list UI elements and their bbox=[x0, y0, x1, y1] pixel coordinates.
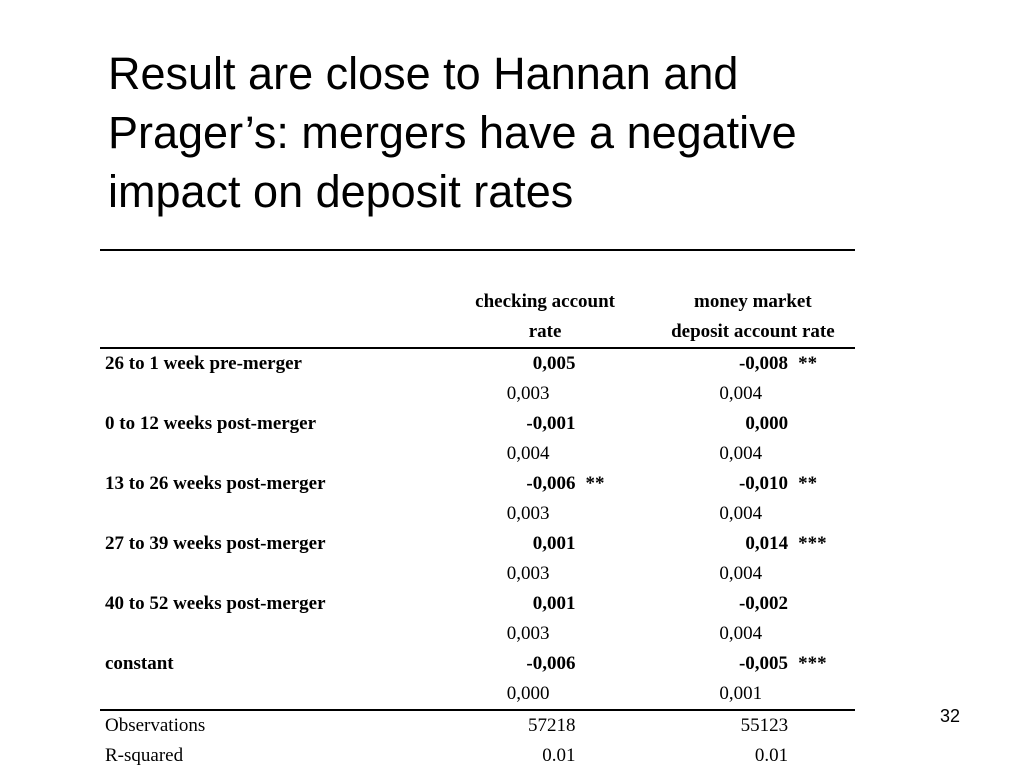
checking-significance bbox=[575, 348, 650, 379]
checking-coefficient: -0,006 bbox=[526, 653, 576, 674]
header-money-market-line2: deposit account rate bbox=[651, 317, 855, 348]
checking-significance bbox=[575, 589, 650, 619]
money-market-r-squared: 0.01 bbox=[651, 741, 788, 768]
checking-significance bbox=[575, 529, 650, 559]
money-market-coefficient: -0,010 bbox=[738, 473, 789, 494]
money-market-coefficient: -0,002 bbox=[738, 593, 789, 614]
header-checking-rate-line1: checking account bbox=[475, 291, 615, 312]
money-market-standard-error: 0,004 bbox=[719, 503, 763, 524]
checking-standard-error: 0,003 bbox=[506, 383, 550, 404]
money-market-standard-error: 0,001 bbox=[719, 683, 763, 704]
checking-standard-error: 0,003 bbox=[506, 623, 550, 644]
table-row-r-squared bbox=[100, 741, 855, 768]
checking-r-squared: 0.01 bbox=[439, 741, 575, 768]
checking-standard-error: 0,003 bbox=[506, 563, 550, 584]
table-header-row bbox=[100, 317, 855, 348]
checking-coefficient: 0,001 bbox=[532, 533, 576, 554]
table-row bbox=[100, 649, 855, 679]
money-market-coefficient: -0,005 bbox=[738, 653, 789, 674]
money-market-coefficient: -0,008 bbox=[738, 353, 789, 374]
checking-standard-error: 0,003 bbox=[506, 503, 550, 524]
money-market-significance: *** bbox=[798, 533, 827, 554]
row-label: 0 to 12 weeks post-merger bbox=[105, 413, 317, 434]
stat-label: Observations bbox=[100, 710, 439, 741]
row-label: 40 to 52 weeks post-merger bbox=[105, 593, 326, 614]
table-row bbox=[100, 409, 855, 439]
slide-number: 32 bbox=[939, 706, 961, 726]
table-row bbox=[100, 439, 855, 469]
table-row bbox=[100, 559, 855, 589]
money-market-significance: *** bbox=[798, 653, 827, 674]
checking-observations: 57218 bbox=[439, 710, 575, 741]
checking-significance bbox=[575, 649, 650, 679]
table-row bbox=[100, 619, 855, 649]
table-row bbox=[100, 499, 855, 529]
money-market-significance: ** bbox=[798, 473, 818, 494]
money-market-coefficient: 0,000 bbox=[745, 413, 789, 434]
slide-title-line: Prager’s: mergers have a negative bbox=[108, 107, 797, 158]
money-market-significance: ** bbox=[798, 353, 818, 374]
table-row bbox=[100, 379, 855, 409]
table-row bbox=[100, 589, 855, 619]
checking-standard-error: 0,000 bbox=[506, 683, 550, 704]
money-market-standard-error: 0,004 bbox=[719, 443, 763, 464]
slide-title bbox=[108, 44, 948, 221]
money-market-standard-error: 0,004 bbox=[719, 623, 763, 644]
row-label: 27 to 39 weeks post-merger bbox=[105, 533, 326, 554]
header-money-market-line1: money market bbox=[694, 291, 812, 312]
table-row-observations bbox=[100, 710, 855, 741]
header-checking-rate-line2: rate bbox=[439, 317, 650, 348]
table-row bbox=[100, 469, 855, 499]
checking-significance: ** bbox=[585, 473, 605, 494]
table-top-rule bbox=[100, 250, 855, 287]
slide-title-line: impact on deposit rates bbox=[108, 166, 574, 217]
checking-significance bbox=[575, 409, 650, 439]
money-market-significance bbox=[788, 409, 855, 439]
stat-label: R-squared bbox=[100, 741, 439, 768]
checking-coefficient: 0,001 bbox=[532, 593, 576, 614]
checking-coefficient: -0,001 bbox=[526, 413, 576, 434]
row-label: 26 to 1 week pre-merger bbox=[105, 353, 302, 374]
table-row bbox=[100, 348, 855, 379]
checking-coefficient: -0,006 bbox=[526, 473, 576, 494]
money-market-coefficient: 0,014 bbox=[745, 533, 789, 554]
table-header-row bbox=[100, 287, 855, 317]
row-label: constant bbox=[105, 653, 174, 674]
checking-standard-error: 0,004 bbox=[506, 443, 550, 464]
money-market-observations: 55123 bbox=[651, 710, 788, 741]
money-market-significance bbox=[788, 589, 855, 619]
checking-coefficient: 0,005 bbox=[532, 353, 576, 374]
slide-title-line: Result are close to Hannan and bbox=[108, 48, 739, 99]
regression-results-table bbox=[100, 249, 855, 768]
table-row bbox=[100, 679, 855, 710]
row-label: 13 to 26 weeks post-merger bbox=[105, 473, 326, 494]
money-market-standard-error: 0,004 bbox=[719, 563, 763, 584]
money-market-standard-error: 0,004 bbox=[719, 383, 763, 404]
table-row bbox=[100, 529, 855, 559]
